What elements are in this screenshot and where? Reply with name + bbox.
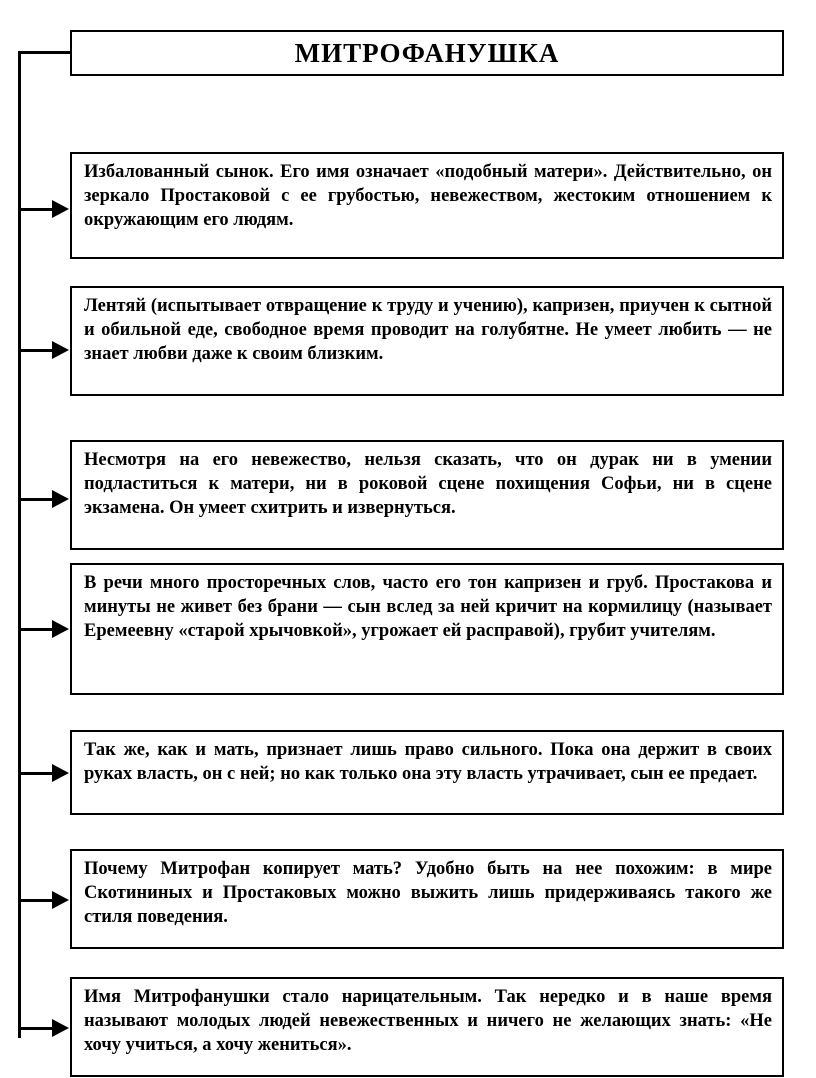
title-box: [70, 30, 784, 76]
node-box-7: [70, 977, 784, 1077]
connector-line-7: [18, 1027, 54, 1030]
node-box-3: [70, 440, 784, 550]
node-text-7: Имя Митрофанушки стало нарицательным. Так нередко и в наше время называют молодых людей невежественных и ничего не желающих знать: «Не хочу учиться, а хочу жениться».: [84, 987, 772, 1055]
node-text-3: Несмотря на его невежество, нельзя сказать, что он дурак ни в умении подластиться к матери, ни в роковой сцене похищения Софьи, ни в сцене экзамена. Он умеет схитрить и извернуться.: [84, 450, 772, 518]
node-text-2: Лентяй (испытывает отвращение к труду и учению), капризен, приучен к сытной и обильной еде, свободное время проводит на голубятне. Не умеет любить — не знает любви даже к своим близким.: [84, 296, 772, 364]
connector-line-5: [18, 772, 54, 775]
node-box-2: [70, 286, 784, 396]
node-text-1: Избалованный сынок. Его имя означает «подобный матери». Действительно, он зеркало Простаковой с ее грубостью, невежеством, жестоким отношением к окружающим его людям.: [84, 162, 772, 230]
connector-line-2: [18, 349, 54, 352]
arrow-head-7: [52, 1019, 69, 1037]
arrow-head-2: [52, 341, 69, 359]
connector-line-1: [18, 208, 54, 211]
node-box-4: [70, 563, 784, 695]
page-title: МИТРОФАНУШКА: [294, 37, 560, 68]
connector-line-6: [18, 899, 54, 902]
trunk-top-connector: [18, 51, 72, 54]
arrow-head-3: [52, 490, 69, 508]
arrow-head-5: [52, 764, 69, 782]
node-text-4: В речи много просторечных слов, часто его тон капризен и груб. Простакова и минуты не живет без брани — сын вслед за ней кричит на кормилицу (называет Еремеевну «старой хрычовкой», угрожает ей расправой), грубит учителям.: [84, 573, 772, 641]
connector-line-4: [18, 628, 54, 631]
node-box-1: [70, 152, 784, 259]
node-text-5: Так же, как и мать, признает лишь право сильного. Пока она держит в своих руках власть, он с ней; но как только она эту власть утрачивает, сын ее предает.: [84, 740, 772, 784]
node-box-5: [70, 730, 784, 815]
arrow-head-6: [52, 891, 69, 909]
vertical-trunk-line: [18, 53, 21, 1038]
connector-line-3: [18, 498, 54, 501]
arrow-head-1: [52, 200, 69, 218]
node-text-6: Почему Митрофан копирует мать? Удобно быть на нее похожим: в мире Скотининых и Простаковых можно выжить лишь придерживаясь такого же стиля поведения.: [84, 859, 772, 927]
node-box-6: [70, 849, 784, 949]
arrow-head-4: [52, 620, 69, 638]
